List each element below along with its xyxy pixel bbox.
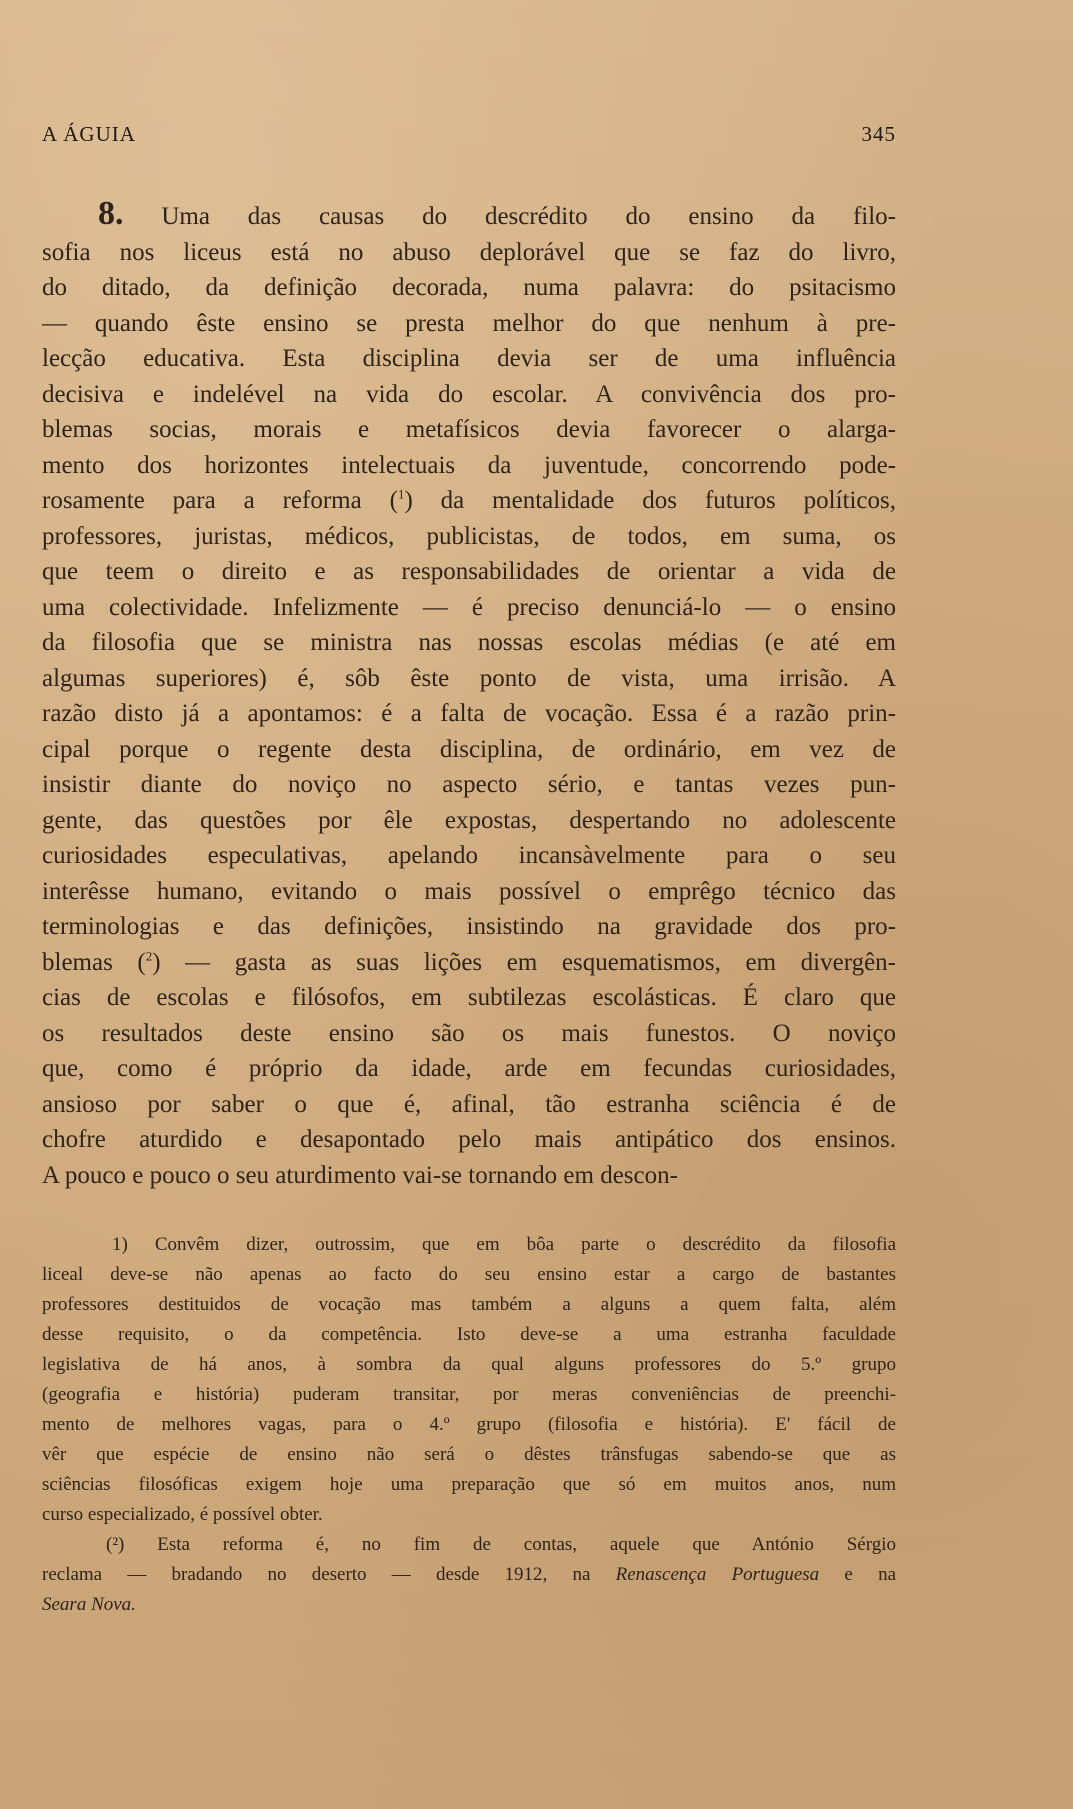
text-line: curiosidades especulativas, apelando incansàvelmente para o seu	[42, 842, 896, 869]
footnote-1-line: (geografia e história) puderam transitar, por meras conveniências de preenchi-	[42, 1384, 896, 1405]
footnote-1-line: mento de melhores vagas, para o 4.º grupo (filosofia e história). E' fácil de	[42, 1414, 896, 1435]
main-text	[42, 196, 896, 1193]
text-line: professores, juristas, médicos, publicistas, de todos, em suma, os	[42, 522, 896, 550]
journal-name: Renascença Portuguesa	[615, 1564, 820, 1585]
text-line: decisiva e indelével na vida do escolar. A convivência dos pro-	[42, 380, 896, 408]
text-line: chofre aturdido e desapontado pelo mais antipático dos ensinos.	[42, 1126, 896, 1153]
footnote-1-line: 1) Convêm dizer, outrossim, que em bôa parte o descrédito da filosofia	[112, 1234, 896, 1255]
footnote-ref-1: 1	[397, 486, 405, 502]
footnote-1-line: professores destituidos de vocação mas também a alguns a quem falta, além	[42, 1294, 896, 1315]
text-line: ansioso por saber o que é, afinal, tão estranha sciência é de	[42, 1090, 896, 1118]
text-line: gente, das questões por êle expostas, despertando no adolescente	[42, 806, 896, 834]
running-head	[42, 122, 896, 147]
text-line: sofia nos liceus está no abuso deplorável que se faz do livro,	[42, 238, 896, 266]
text-line: cias de escolas e filósofos, em subtilezas escolásticas. É claro que	[42, 984, 896, 1011]
text-line: A pouco e pouco o seu aturdimento vai-se tornando em descon-	[42, 1161, 678, 1189]
text-line: uma colectividade. Infelizmente — é preciso denunciá-lo — o ensino	[42, 593, 896, 621]
text-line: que teem o direito e as responsabilidades de orientar a vida de	[42, 558, 896, 585]
footnote-2-line: (²) Esta reforma é, no fim de contas, aquele que António Sérgio	[106, 1534, 897, 1555]
footnote-ref-2: 2	[145, 948, 153, 964]
footnote-1-marker: 1)	[112, 1234, 128, 1255]
text-line: interêsse humano, evitando o mais possível o emprêgo técnico das	[42, 877, 896, 905]
text-line: algumas superiores) é, sôb êste ponto de vista, uma irrisão. A	[42, 664, 896, 692]
text-line: do ditado, da definição decorada, numa palavra: do psitacismo	[42, 274, 896, 301]
footnote-1-line: curso especializado, é possível obter.	[42, 1504, 323, 1525]
text-line: — quando êste ensino se presta melhor do que nenhum à pre-	[42, 309, 896, 337]
text-line: os resultados deste ensino são os mais funestos. O noviço	[42, 1019, 896, 1047]
page-number: 345	[861, 122, 896, 146]
footnote-2-marker: (²)	[106, 1534, 125, 1555]
text-line: que, como é próprio da idade, arde em fecundas curiosidades,	[42, 1055, 896, 1082]
footnote-1-line: legislativa de há anos, à sombra da qual alguns professores do 5.º grupo	[42, 1354, 896, 1375]
text-line: razão disto já a apontamos: é a falta de vocação. Essa é a razão prin-	[42, 700, 896, 727]
text-line: rosamente para a reforma ($^1$) da mentalidade dos futuros políticos,	[42, 486, 896, 514]
footnote-1-line: desse requisito, o da competência. Isto deve-se a uma estranha faculdade	[42, 1324, 896, 1345]
text-line: blemas socias, morais e metafísicos devia favorecer o alarga-	[42, 416, 896, 443]
footnote-1-line: vêr que espécie de ensino não será o dêstes trânsfugas sabendo-se que as	[42, 1444, 896, 1465]
text-line: mento dos horizontes intelectuais da juventude, concorrendo pode-	[42, 451, 896, 479]
footnote-2-line: Seara Nova.	[42, 1594, 136, 1615]
footnote-2-line: reclama — bradando no deserto — desde 1912, na Renascença Portuguesa e na	[42, 1564, 896, 1585]
text-line: 8. Uma das causas do descrédito do ensino da filo-	[98, 195, 897, 232]
footnote-1-line: sciências filosóficas exigem hoje uma preparação que só em muitos anos, num	[42, 1474, 896, 1495]
text-line: da filosofia que se ministra nas nossas escolas médias (e até em	[42, 629, 896, 656]
footnotes	[42, 1230, 896, 1620]
text-line: lecção educativa. Esta disciplina devia ser de uma influência	[42, 345, 896, 372]
section-number: 8.	[98, 195, 124, 232]
text-line: insistir diante do noviço no aspecto sério, e tantas vezes pun-	[42, 771, 896, 798]
journal-title: A ÁGUIA	[42, 122, 136, 146]
text-line: cipal porque o regente desta disciplina, de ordinário, em vez de	[42, 735, 896, 763]
footnote-1-line: liceal deve-se não apenas ao facto do seu ensino estar a cargo de bastantes	[42, 1264, 896, 1285]
text-line: blemas ($^2$) — gasta as suas lições em esquematismos, em divergên-	[42, 948, 896, 976]
text-line: terminologias e das definições, insistindo na gravidade dos pro-	[42, 913, 896, 940]
